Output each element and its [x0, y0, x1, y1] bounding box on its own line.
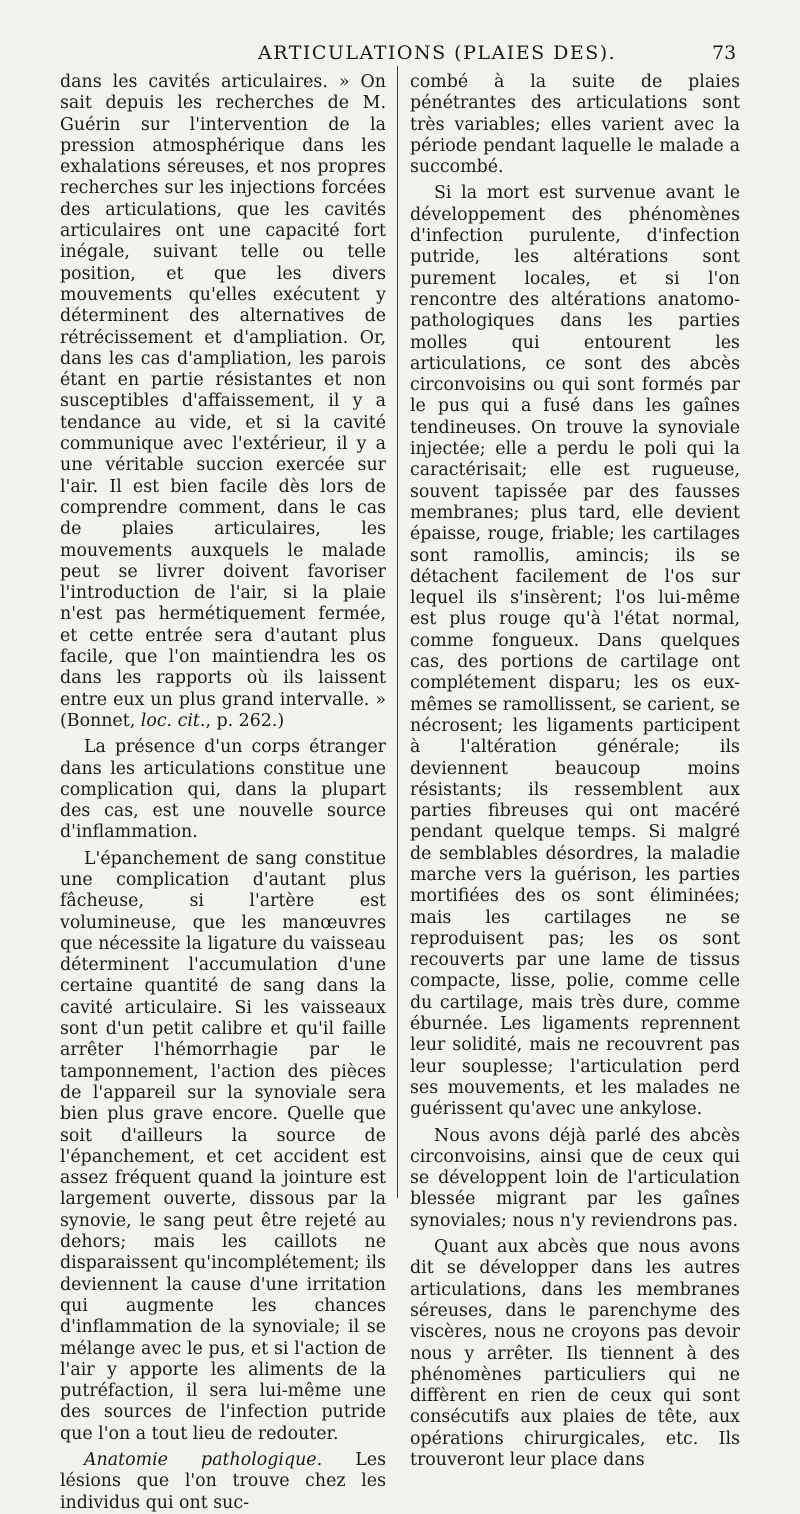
- paragraph: La présence d'un corps étranger dans les articulations constitue une complication qui, dans la plupart des cas, est une nouvelle source d'inflammation.: [60, 737, 386, 843]
- page-number: 73: [712, 42, 737, 64]
- paragraph: Nous avons déjà parlé des abcès circonvoisins, ainsi que de ceux qui se développent loin de l'articulation blessée migrant par les gaînes synoviales; nous n'y reviendrons pas.: [410, 1125, 740, 1231]
- paragraph: combé à la suite de plaies pénétrantes des articulations sont très variables; elles varient avec la période pendant laquelle le malade a succombé.: [410, 72, 740, 178]
- running-title: ARTICULATIONS (PLAIES DES).: [258, 42, 617, 64]
- paragraph: [60, 1450, 386, 1514]
- section-heading: Anatomie pathologique.: [84, 1450, 323, 1470]
- page-header: [0, 42, 800, 68]
- paragraph: Quant aux abcès que nous avons dit se développer dans les autres articulations, dans les membranes séreuses, dans le parenchyme des viscères, nous ne croyons pas devoir nous y arrêter. Ils tiennent à des phénomènes particuliers qui ne diffèrent en rien de ceux qui sont consécutifs aux plaies de tête, aux opérations chirurgicales, etc. Ils trouveront leur place dans: [410, 1237, 740, 1470]
- paragraph-text: Les lésions que l'on trouve chez les individus qui ont suc-: [60, 1450, 387, 1513]
- paragraph: Si la mort est survenue avant le développement des phénomènes d'infection purulente, d'infection putride, les altérations sont purement locales, et si l'on rencontre des altérations anatomo-pathologiques dans les parties molles qui entourent les articulations, ce sont des abcès circonvoisins ou qui sont formés par le pus qui a fusé dans les gaînes tendineuses. On trouve la synoviale injectée; elle a perdu le poli qui la caractérisait; elle est rugueuse, souvent tapissée par des fausses membranes; plus tard, elle devient épaisse, rouge, friable; les cartilages sont ramollis, amincis; ils se détachent facilement de l'os sur lequel ils s'insèrent; l'os lui-même est plus rouge qu'à l'état normal, comme fongueux. Dans quelques cas, des portions de cartilage ont complétement disparu; les os eux-mêmes se ramollissent, se carient, se nécrosent; les ligaments participent à l'altération générale; ils deviennent beaucoup moins résistants; ils ressemblent aux parties fibreuses qui ont macéré pendant quelque temps. Si malgré de semblables désordres, la maladie marche vers la guérison, les parties mortifiées des os sont éliminées; mais les cartilages ne se reproduisent pas; les os sont recouverts par une lame de tissus compacte, lisse, polie, comme celle du cartilage, mais très dure, comme éburnée. Les ligaments reprennent leur solidité, mais ne recouvrent pas leur souplesse; l'articulation perd ses mouvements, et les malades ne guérissent qu'avec une ankylose.: [410, 183, 740, 1120]
- paragraph: [60, 72, 386, 732]
- paragraph-text: , p. 262.): [205, 710, 285, 731]
- paragraph-text: dans les cavités articulaires. » On sait depuis les recherches de M. Guérin sur l'intervention de la pression atmosphérique dans les exhalations séreuses, et nos propres recherches sur les injections forcées des articulations, que les cavités articulaires ont une capacité fort inégale, suivant telle ou telle position, et que les divers mouvements qu'elles exécutent y déterminent des alternatives de rétrécissement et d'ampliation. Or, dans les cas d'ampliation, les parois étant en partie résistantes et non susceptibles d'affaissement, il y a tendance au vide, et si la cavité communique avec l'extérieur, il y a une véritable succion exercée sur l'air. Il est bien facile dès lors de comprendre comment, dans le cas de plaies articulaires, les mouvements auxquels le malade peut se livrer doivent favoriser l'introduction de l'air, si la plaie n'est pas hermétiquement fermée, et cette entrée sera d'autant plus facile, que l'on maintiendra les os dans les rapports où ils laissent entre eux un plus grand intervalle. » (Bonnet,: [60, 72, 386, 731]
- paragraph: L'épanchement de sang constitue une complication d'autant plus fâcheuse, si l'artère est volumineuse, que les manœuvres que nécessite la ligature du vaisseau déterminent l'accumulation d'une certaine quantité de sang dans la cavité articulaire. Si les vaisseaux sont d'un petit calibre et qu'il faille arrêter l'hémorrhagie par le tamponnement, l'action des pièces de l'appareil sur la synoviale sera bien plus grave encore. Quelle que soit d'ailleurs la source de l'épanchement, et cet accident est assez fréquent quand la jointure est largement ouverte, dissous par la synovie, le sang peut être rejeté au dehors; mais les caillots ne disparaissent qu'incomplétement; ils deviennent la cause d'une irritation qui augmente les chances d'inflammation de la synoviale; il se mélange avec le pus, et si l'action de l'air y apporte les aliments de la putréfaction, il sera lui-même une des sources de l'infection putride que l'on a tout lieu de redouter.: [60, 848, 386, 1444]
- left-column: [60, 72, 387, 1513]
- column-divider: [397, 66, 398, 1198]
- right-column: [410, 72, 740, 1470]
- citation: loc. cit.: [140, 710, 206, 731]
